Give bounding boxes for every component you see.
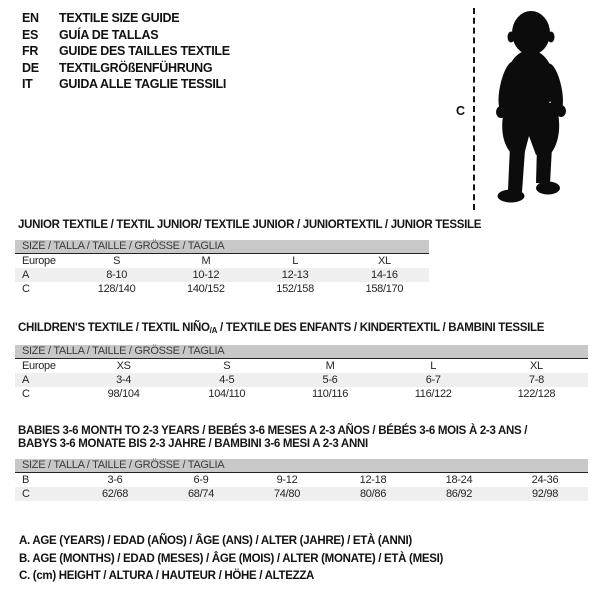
language-title-list: [22, 10, 230, 93]
age-cell: 3-6: [107, 474, 123, 486]
baby-silhouette-icon: [484, 8, 574, 208]
height-cell: 122/128: [517, 388, 556, 400]
legend-line-a: A. AGE (YEARS) / EDAD (AÑOS) / ÂGE (ANS) / ALTER (JAHRE) / ETÀ (ANNI): [19, 535, 412, 547]
lang-code: ES: [22, 27, 39, 42]
age-cell: 18-24: [445, 474, 473, 486]
measure-legend: [19, 533, 443, 586]
height-cell: 158/170: [365, 283, 404, 295]
table-title: JUNIOR TEXTILE / TEXTIL JUNIOR/ TEXTILE JUNIOR / JUNIORTEXTIL / JUNIOR TESSILE: [18, 219, 482, 231]
size-cell: S: [223, 360, 231, 372]
table-row-age-months: [15, 473, 588, 487]
age-cell: 6-9: [193, 474, 209, 486]
lang-title: TEXTILE SIZE GUIDE: [59, 11, 180, 26]
table-row-age: [15, 373, 588, 387]
height-cell: 128/140: [97, 283, 136, 295]
title-subscript: /A: [209, 326, 218, 335]
title-part: / TEXTILE DES ENFANTS / KINDERTEXTIL / BAMBINI TESSILE: [217, 322, 545, 334]
size-cell: L: [292, 255, 299, 267]
height-cell: 140/152: [187, 283, 225, 295]
lang-title: TEXTILGRÖßENFÜHRUNG: [59, 60, 213, 75]
lang-row-it: [22, 76, 230, 93]
height-cell: 152/158: [276, 283, 314, 295]
size-cell: M: [325, 360, 335, 372]
height-cell: 74/80: [273, 488, 301, 500]
lang-code: FR: [22, 44, 39, 59]
age-cell: 10-12: [192, 269, 220, 281]
height-cell: 86/92: [445, 488, 473, 500]
age-cell: 9-12: [276, 474, 298, 486]
title-line-2: BABYS 3-6 MONATE BIS 2-3 JAHRE / BAMBINI 3-6 MESI A 2-3 ANNI: [18, 438, 368, 450]
table-row-height: [15, 487, 588, 501]
row-label: B: [22, 474, 30, 486]
lang-row-es: [22, 27, 230, 44]
lang-row-fr: [22, 43, 230, 60]
age-cell: 8-10: [106, 269, 128, 281]
age-cell: 12-13: [281, 269, 309, 281]
lang-title: GUÍA DE TALLAS: [59, 27, 159, 42]
title-part: CHILDREN'S TEXTILE / TEXTIL NIÑO: [18, 322, 210, 334]
table-row-europe: [15, 254, 429, 268]
table-row-height: [15, 282, 429, 296]
lang-code: IT: [22, 77, 33, 92]
table-row-europe: [15, 359, 588, 373]
height-cell: 92/98: [531, 488, 559, 500]
age-cell: 14-16: [371, 269, 398, 281]
height-cell: 80/86: [359, 488, 387, 500]
children-textile-table: [15, 322, 588, 401]
age-cell: 12-18: [359, 474, 387, 486]
table-row-age: [15, 268, 429, 282]
size-cell: XL: [377, 255, 391, 267]
height-cell: 68/74: [187, 488, 215, 500]
age-cell: 4-5: [219, 374, 235, 386]
age-cell: 24-36: [531, 474, 559, 486]
lang-title: GUIDA ALLE TAGLIE TESSILI: [59, 77, 227, 92]
height-measure-label: C: [456, 104, 466, 118]
lang-code: DE: [22, 60, 39, 75]
height-cell: 98/104: [107, 388, 140, 400]
row-label: A: [22, 269, 30, 281]
size-cell: S: [113, 255, 121, 267]
height-cell: 104/110: [208, 388, 246, 400]
lang-row-en: [22, 10, 230, 27]
table-title: [18, 322, 588, 337]
lang-code: EN: [22, 11, 39, 26]
size-cell: M: [201, 255, 211, 267]
row-label: C: [22, 388, 30, 400]
title-line-1: BABIES 3-6 MONTH TO 2-3 YEARS / BEBÉS 3-6 MESES A 2-3 AÑOS / BÉBÉS 3-6 MOIS À 2-3 ANS /: [18, 425, 528, 437]
table-row-height: [15, 387, 588, 401]
size-header-bar: SIZE / TALLA / TAILLE / GRÖSSE / TAGLIA: [15, 459, 588, 473]
age-cell: 7-8: [528, 374, 544, 386]
size-cell: XL: [529, 360, 543, 372]
lang-title: GUIDE DES TAILLES TEXTILE: [59, 44, 230, 59]
babies-textile-table: [15, 425, 588, 501]
row-label: Europe: [22, 255, 56, 267]
lang-row-de: [22, 60, 230, 77]
age-cell: 3-4: [116, 374, 132, 386]
size-header-bar: SIZE / TALLA / TAILLE / GRÖSSE / TAGLIA: [15, 345, 588, 359]
legend-line-c: C. (cm) HEIGHT / ALTURA / HAUTEUR / HÖHE / ALTEZZA: [19, 570, 315, 582]
age-cell: 6-7: [425, 374, 441, 386]
row-label: C: [22, 283, 30, 295]
height-cell: 110/116: [311, 388, 349, 400]
size-cell: L: [430, 360, 437, 372]
height-cell: 62/68: [101, 488, 129, 500]
age-cell: 5-6: [322, 374, 338, 386]
height-cell: 116/122: [414, 388, 452, 400]
row-label: C: [22, 488, 30, 500]
legend-line-b: B. AGE (MONTHS) / EDAD (MESES) / ÂGE (MOIS) / ALTER (MONATE) / ETÀ (MESI): [19, 552, 444, 565]
row-label: A: [22, 374, 30, 386]
junior-textile-table: [15, 219, 482, 296]
height-dashed-line: [473, 8, 475, 210]
row-label: Europe: [22, 360, 56, 372]
table-title: [18, 425, 588, 451]
size-header-bar: SIZE / TALLA / TAILLE / GRÖSSE / TAGLIA: [15, 240, 429, 254]
size-cell: XS: [116, 360, 131, 372]
